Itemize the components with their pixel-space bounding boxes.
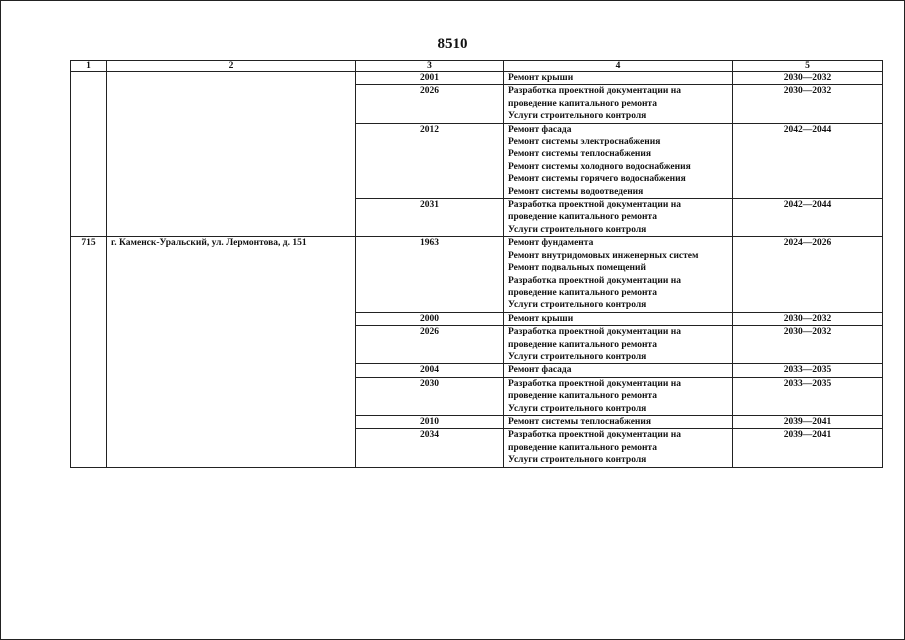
- page-number: 8510: [437, 36, 468, 52]
- year-cell: 2031: [356, 199, 504, 237]
- period-cell: 2039—2041: [733, 415, 883, 428]
- work-item: Ремонт фасада: [508, 124, 572, 135]
- year-cell: 1963: [356, 237, 504, 312]
- repair-schedule-table: [70, 60, 883, 468]
- work-item: Услуги строительного контроля: [508, 300, 647, 311]
- work-item: Ремонт системы горячего водоснабжения: [508, 174, 686, 185]
- work-item: Разработка проектной документации на: [508, 275, 681, 286]
- year-cell: 2010: [356, 415, 504, 428]
- year-cell: 2034: [356, 429, 504, 467]
- period-cell: 2042—2044: [733, 123, 883, 198]
- column-header-4: 4: [504, 61, 733, 72]
- year-cell: 2012: [356, 123, 504, 198]
- work-item: Ремонт фасада: [508, 365, 572, 376]
- works-cell: [504, 199, 733, 237]
- year-cell: 2026: [356, 85, 504, 123]
- works-cell: [504, 237, 733, 312]
- period-cell: 2030—2032: [733, 72, 883, 85]
- work-item: проведение капитального ремонта: [508, 287, 657, 298]
- work-item: Ремонт системы водоотведения: [508, 186, 644, 197]
- entry-number-cell: [71, 72, 107, 237]
- table-header-row: [71, 61, 883, 72]
- column-header-1: 1: [71, 61, 107, 72]
- period-cell: 2039—2041: [733, 429, 883, 467]
- work-item: проведение капитального ремонта: [508, 98, 657, 109]
- works-cell: [504, 415, 733, 428]
- work-item: Разработка проектной документации на: [508, 200, 681, 211]
- year-cell: 2001: [356, 72, 504, 85]
- work-item: Разработка проектной документации на: [508, 430, 681, 441]
- period-cell: 2030—2032: [733, 312, 883, 325]
- table-row: [71, 237, 883, 312]
- work-item: Услуги строительного контроля: [508, 351, 647, 362]
- work-item: Ремонт системы теплоснабжения: [508, 149, 652, 160]
- work-item: Услуги строительного контроля: [508, 224, 647, 235]
- work-item: проведение капитального ремонта: [508, 442, 657, 453]
- work-item: Ремонт системы холодного водоснабжения: [508, 161, 691, 172]
- period-cell: 2033—2035: [733, 364, 883, 377]
- works-cell: [504, 429, 733, 467]
- period-cell: 2030—2032: [733, 326, 883, 364]
- address-cell: [107, 72, 356, 237]
- work-item: Разработка проектной документации на: [508, 86, 681, 97]
- works-cell: [504, 312, 733, 325]
- work-item: Разработка проектной документации на: [508, 378, 681, 389]
- work-item: Ремонт системы электроснабжения: [508, 137, 661, 148]
- table-body: [71, 72, 883, 468]
- work-item: проведение капитального ремонта: [508, 212, 657, 223]
- works-cell: [504, 326, 733, 364]
- column-header-2: 2: [107, 61, 356, 72]
- period-cell: 2042—2044: [733, 199, 883, 237]
- works-cell: [504, 123, 733, 198]
- address-cell: г. Каменск-Уральский, ул. Лермонтова, д. 151: [107, 237, 356, 467]
- entry-number-cell: 715: [71, 237, 107, 467]
- works-cell: [504, 364, 733, 377]
- year-cell: 2004: [356, 364, 504, 377]
- work-item: Услуги строительного контроля: [508, 403, 647, 414]
- column-header-3: 3: [356, 61, 504, 72]
- work-item: Услуги строительного контроля: [508, 111, 647, 122]
- table-row: [71, 72, 883, 85]
- work-item: проведение капитального ремонта: [508, 391, 657, 402]
- work-item: Ремонт фундамента: [508, 238, 594, 249]
- works-cell: [504, 72, 733, 85]
- work-item: Ремонт подвальных помещений: [508, 263, 646, 274]
- work-item: Ремонт внутридомовых инженерных систем: [508, 250, 699, 261]
- year-cell: 2026: [356, 326, 504, 364]
- works-cell: [504, 377, 733, 415]
- year-cell: 2030: [356, 377, 504, 415]
- work-item: Услуги строительного контроля: [508, 455, 647, 466]
- work-item: Ремонт системы теплоснабжения: [508, 416, 652, 427]
- work-item: проведение капитального ремонта: [508, 339, 657, 350]
- period-cell: 2024—2026: [733, 237, 883, 312]
- column-header-5: 5: [733, 61, 883, 72]
- works-cell: [504, 85, 733, 123]
- work-item: Ремонт крыши: [508, 313, 574, 324]
- period-cell: 2033—2035: [733, 377, 883, 415]
- year-cell: 2000: [356, 312, 504, 325]
- period-cell: 2030—2032: [733, 85, 883, 123]
- work-item: Разработка проектной документации на: [508, 327, 681, 338]
- work-item: Ремонт крыши: [508, 73, 574, 83]
